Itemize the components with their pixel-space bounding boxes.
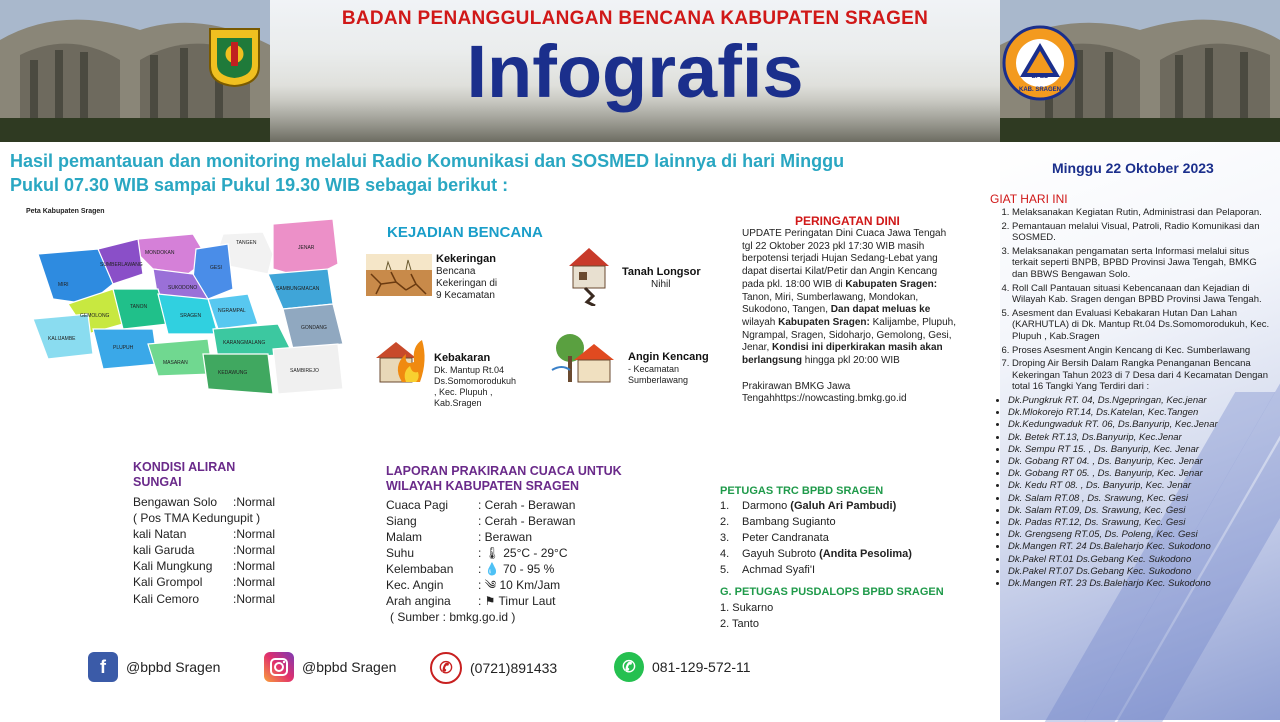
phone-icon: ✆: [430, 652, 462, 684]
map-label-kalijambe: KALIJAMBE: [48, 336, 76, 342]
trc-member: 2. Bambang Sugianto: [720, 516, 836, 528]
drought-icon: [366, 254, 432, 296]
intro-text: Hasil pemantauan dan monitoring melalui Radio Komunikasi dan SOSMED lainnya di hari Minggu Pukul 07.30 WIB sampai Pukul 19.30 WIB sebagai berikut :: [10, 151, 845, 195]
trc-member: 4. Gayuh Subroto (Andita Pesolima): [720, 548, 912, 560]
peringatan-source: Prakirawan BMKG Jawa Tengahhttps://nowcasting.bmkg.go.id: [742, 380, 907, 405]
map-label-gesi: GESI: [210, 265, 222, 271]
sungai-row: kali Garuda : Normal: [133, 543, 276, 558]
longsor-text: Nihil: [651, 279, 671, 290]
sungai-row: Kali Mungkung : Normal: [133, 559, 276, 574]
sungai-row: Kali Cemoro : Normal: [133, 591, 276, 606]
kebakaran-text: Dk. Mantup Rt.04 Ds.Somomorodukuh , Kec. Plupuh , Kab.Sragen: [434, 365, 517, 408]
cuaca-row: Malam : Berawan: [386, 530, 533, 544]
sungai-row: Bengawan Solo : Normal: [133, 495, 276, 509]
sungai-row: Kali Grompol : Normal: [133, 575, 276, 590]
giat-title: GIAT HARI INI: [990, 192, 1068, 206]
map-label-sumberlawang: SUMBERLAWANG: [100, 262, 143, 268]
giat-item: 7. Droping Air Bersih Dalam Rangka Penanganan Bencana Kekeringan Tahun 2023 di 7 Desa dari 4 Kecamatan Dengan total 16 Tangki Yang Terdiri dari :: [1012, 358, 1275, 393]
map-label-plupuh: PLUPUH: [113, 345, 134, 351]
droping-item: • Dk.Pungkruk RT. 04, Ds.Ngepringan, Kec.jenar: [1008, 395, 1275, 407]
kekeringan-title: Kekeringan: [436, 253, 496, 265]
giat-item: 1. Melaksanakan Kegiatan Rutin, Administrasi dan Pelaporan.: [1012, 207, 1275, 219]
droping-item: • Dk. Padas RT.12, Ds. Srawung, Kec. Gesi: [1008, 517, 1275, 529]
cuaca-row: Cuaca Pagi : Cerah - Berawan: [386, 498, 576, 512]
cuaca-row: Suhu : 🌡 25°C - 29°C: [386, 546, 568, 560]
sragen-map: [18, 204, 356, 414]
trc-list: [720, 498, 912, 578]
giat-item: 3. Melaksanakan pengamatan serta Informasi melalui situs terkait seperti BNPB, BPBD Provinsi Jawa Tengah, BMKG dan BBWS Bengawan Solo.: [1012, 246, 1275, 281]
map-label-sambirejo: SAMBIREJO: [290, 368, 319, 374]
giat-list: [990, 207, 1275, 590]
droping-item: • Dk.Pakel RT.01 Ds.Gebang Kec. Sukodono: [1008, 554, 1275, 566]
giat-item: 5. Asesment dan Evaluasi Kebakaran Hutan Dan Lahan (KARHUTLA) di Dk. Mantup Rt.04 Ds.Somomorodukuh, Kec. Plupuh , Kab.Sragen: [1012, 308, 1275, 343]
sragen-regency-logo: [207, 26, 262, 88]
droping-item: • Dk.Pakel RT.07 Ds.Gebang Kec. Sukodono: [1008, 566, 1275, 578]
sungai-row: ( Pos TMA Kedungupit ): [133, 511, 261, 526]
map-label-sukodono: SUKODONO: [168, 285, 198, 291]
droping-item: • Dk.Mlokorejo RT.14, Ds.Katelan, Kec.Tangen: [1008, 407, 1275, 419]
agency-title: BADAN PENANGGULANGAN BENCANA KABUPATEN SRAGEN: [341, 8, 929, 29]
map-label-tanon: TANON: [130, 304, 148, 310]
map-label-kedawung: KEDAWUNG: [218, 370, 248, 376]
droping-item: • Dk.Mangen RT. 23 Ds.Baleharjo Kec. Sukodono: [1008, 578, 1275, 590]
cuaca-row: Kec. Angin : ༄ 10 Km/Jam: [386, 578, 561, 592]
instagram-icon: [264, 652, 294, 682]
trc-title: PETUGAS TRC BPBD SRAGEN: [720, 485, 884, 497]
map-label-karangmalang: KARANGMALANG: [223, 340, 266, 346]
bpbd-logo-text: BPBD: [1031, 74, 1049, 80]
header-banner: [0, 0, 1280, 142]
cuaca-table: [386, 497, 575, 625]
map-label-tangen: TANGEN: [236, 240, 257, 246]
map-label-mondokan: MONDOKAN: [145, 250, 175, 256]
peringatan-title: PERINGATAN DINI: [795, 214, 900, 228]
phone-contact[interactable]: ✆ (0721)891433: [430, 652, 557, 684]
trc-member: 3. Peter Candranata: [720, 532, 829, 544]
trc-member: 1. Darmono (Galuh Ari Pambudi): [720, 500, 897, 512]
droping-item: • Dk. Sempu RT 15. , Ds. Banyurip, Kec. Jenar: [1008, 444, 1275, 456]
pusdalops-list: [720, 600, 773, 632]
cuaca-row: Kelembaban : 💧 70 - 95 %: [386, 562, 555, 576]
map-label-gondang: GONDANG: [301, 325, 327, 331]
droping-item: • Dk.Kedungwaduk RT. 06, Ds.Banyurip, Kec.Jenar: [1008, 419, 1275, 431]
kebakaran-title: Kebakaran: [434, 352, 491, 364]
cuaca-row: Siang : Cerah - Berawan: [386, 514, 576, 528]
droping-item: • Dk. Betek RT.13, Ds.Banyurip, Kec.Jenar: [1008, 432, 1275, 444]
pusdalops-title: G. PETUGAS PUSDALOPS BPBD SRAGEN: [720, 586, 944, 598]
fire-icon: [372, 336, 428, 386]
instagram-contact[interactable]: @bpbd Sragen: [264, 652, 396, 682]
map-label-ngrampal: NGRAMPAL: [218, 308, 246, 314]
strong-wind-icon: [550, 330, 616, 386]
droping-item: • Dk. Gobang RT 05. , Ds. Banyurip, Kec. Jenar: [1008, 468, 1275, 480]
cuaca-row: Arah angina : ⚑ Timur Laut: [386, 594, 556, 608]
map-label-sambungmacan: SAMBUNGMACAN: [276, 286, 320, 292]
kejadian-title: KEJADIAN BENCANA: [387, 224, 543, 241]
pusdalops-member: 2. Tanto: [720, 618, 759, 630]
giat-item: 6. Proses Asesment Angin Kencang di Kec. Sumberlawang: [1012, 345, 1275, 357]
droping-item: • Dk.Mangen RT. 24 Ds.Baleharjo Kec. Sukodono: [1008, 541, 1275, 553]
landslide-icon: [565, 244, 613, 306]
droping-item: • Dk. Salam RT.08 , Ds. Srawung, Kec. Gesi: [1008, 493, 1275, 505]
map-title: Peta Kabupaten Sragen: [26, 208, 105, 215]
cuaca-source: ( Sumber : bmkg.go.id ): [390, 610, 516, 624]
sungai-table: [133, 494, 275, 607]
whatsapp-icon: ✆: [614, 652, 644, 682]
pusdalops-member: 1. Sukarno: [720, 602, 774, 614]
giat-item: 4. Roll Call Pantauan situasi Kebencanaan dan Kejadian di Wilayah Kab. Sragen dengan BPBD Provinsi Jawa Tengah.: [1012, 283, 1275, 306]
droping-item: • Dk. Salam RT.09, Ds. Srawung, Kec. Gesi: [1008, 505, 1275, 517]
facebook-icon: f: [88, 652, 118, 682]
report-date: Minggu 22 Oktober 2023: [1052, 160, 1214, 176]
map-label-masaran: MASARAN: [163, 360, 188, 366]
map-label-jenar: JENAR: [298, 245, 315, 251]
map-label-sragen: SRAGEN: [180, 313, 202, 319]
droping-item: • Dk. Kedu RT 08. , Ds. Banyurip, Kec. Jenar: [1008, 480, 1275, 492]
longsor-title: Tanah Longsor: [622, 266, 701, 278]
facebook-contact[interactable]: f @bpbd Sragen: [88, 652, 220, 682]
angin-title: Angin Kencang: [628, 351, 709, 363]
page-title: Infografis: [466, 30, 804, 113]
bpbd-logo-sub: KAB. SRAGEN: [1018, 87, 1061, 93]
trc-member: 5. Achmad Syafi'I: [720, 564, 816, 576]
map-label-gemolong: GEMOLONG: [80, 313, 110, 319]
droping-item: • Dk. Grengseng RT.05, Ds. Poleng, Kec. Gesi: [1008, 529, 1275, 541]
cuaca-title: LAPORAN PRAKIRAAN CUACA UNTUK WILAYAH KABUPATEN SRAGEN: [386, 464, 622, 493]
sungai-row: kali Natan : Normal: [133, 527, 276, 542]
kekeringan-text: Bencana Kekeringan di 9 Kecamatan: [436, 266, 498, 301]
giat-item: 2. Pemantauan melalui Visual, Patroli, Radio Komunikasi dan SOSMED.: [1012, 221, 1275, 244]
whatsapp-contact[interactable]: ✆ 081-129-572-11: [614, 652, 751, 682]
peringatan-text: UPDATE Peringatan Dini Cuaca Jawa Tengah tgl 22 Oktober 2023 pkl 17:30 WIB masih berpotensi terjadi Hujan Sedang-Lebat yang dapat disertai Kilat/Petir dan Angin Kencang pada pkl. 18:00 WIB di Kabupaten Sragen: Tanon, Miri, Sumberlawang, Mondokan, Sukodono, Tangen, Dan dapat meluas ke wilayah Kabupaten Sragen: Kalijambe, Plupuh, Ngrampal, Sragen, Sidoharjo, Gemolong, Gesi, Jenar, Kondisi ini diperkirakan masih akan berlangsung hingga pkl 20:00 WIB Prakirawan BMKG Jawa Tengahhttps://nowcasting.bmkg.go.id: [742, 228, 956, 405]
map-label-miri: MIRI: [58, 282, 69, 288]
angin-text: - Kecamatan Sumberlawang: [628, 364, 689, 385]
sungai-title: KONDISI ALIRAN SUNGAI: [133, 460, 236, 489]
droping-item: • Dk. Gobang RT 04. , Ds. Banyurip, Kec. Jenar: [1008, 456, 1275, 468]
